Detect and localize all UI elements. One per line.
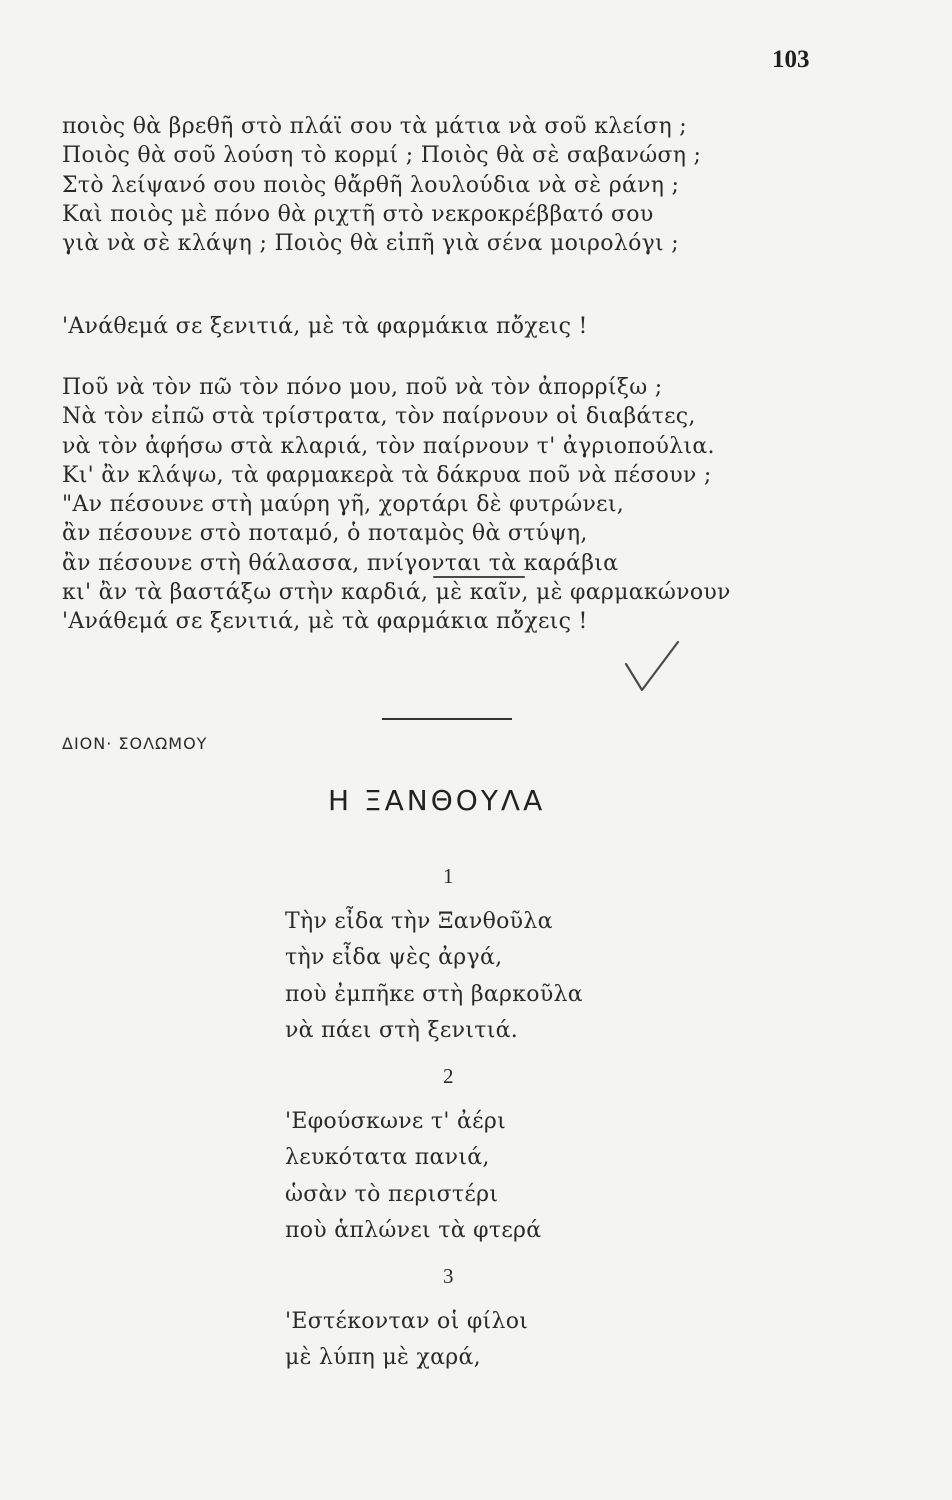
verse-line: Ποῦ νὰ τὸν πῶ τὸν πόνο μου, ποῦ νὰ τὸν ἀπορρίξω ; bbox=[62, 375, 663, 400]
verse-line: Νὰ τὸν εἰπῶ στὰ τρίστρατα, τὸν παίρνουν οἱ διαβάτες, bbox=[62, 404, 696, 430]
verse-line: ἂν πέσουνε στὴ θάλασσα, πνίγονται τὰ καράβια bbox=[62, 550, 619, 576]
stanza-3 bbox=[285, 1304, 528, 1377]
pen-underline-mark bbox=[433, 576, 525, 578]
stanza-line: μὲ λύπη μὲ χαρά, bbox=[285, 1345, 481, 1371]
page-number: 103 bbox=[772, 46, 810, 73]
section-divider bbox=[382, 718, 512, 720]
stanza-line: νὰ πάει στὴ ξενιτιά. bbox=[285, 1018, 519, 1044]
stanza-2 bbox=[285, 1104, 541, 1250]
stanza-number: 3 bbox=[443, 1264, 454, 1288]
verse-line: Ποιὸς θὰ σοῦ λούση τὸ κορμί ; Ποιὸς θὰ σὲ σαβανώση ; bbox=[62, 143, 702, 169]
verse-line: ἂν πέσουνε στὸ ποταμό, ὁ ποταμὸς θὰ στύψη, bbox=[62, 521, 588, 547]
verse-line: Κι' ἂν κλάψω, τὰ φαρμακερὰ τὰ δάκρυα ποῦ νὰ πέσουν ; bbox=[62, 462, 712, 488]
verse-line: Καὶ ποιὸς μὲ πόνο θὰ ριχτῆ στὸ νεκροκρέββατό σου bbox=[62, 201, 654, 227]
verse-block-2 bbox=[62, 373, 731, 637]
stanza-line: λευκότατα πανιά, bbox=[285, 1145, 490, 1171]
verse-line: ποιὸς θὰ βρεθῆ στὸ πλάϊ σου τὰ μάτια νὰ σοῦ κλείση ; bbox=[62, 114, 687, 139]
stanza-number: 1 bbox=[443, 864, 454, 888]
verse-line: νὰ τὸν ἀφήσω στὰ κλαριά, τὸν παίρνουν τ' ἀγριοπούλια. bbox=[62, 433, 715, 459]
verse-line: Στὸ λείψανό σου ποιὸς θἄρθῆ λουλούδια νὰ σὲ ράνη ; bbox=[62, 172, 680, 198]
stanza-line: Τὴν εἶδα τὴν Ξανθοῦλα bbox=[285, 909, 553, 934]
stanza-line: ὡσὰν τὸ περιστέρι bbox=[285, 1181, 499, 1207]
stanza-line: τὴν εἶδα ψὲς ἀργά, bbox=[285, 945, 503, 971]
refrain: 'Ανάθεμά σε ξενιτιά, μὲ τὰ φαρμάκια πὄχεις ! bbox=[62, 314, 588, 339]
verse-line: 'Ανάθεμά σε ξενιτιά, μὲ τὰ φαρμάκια πὄχεις ! bbox=[62, 609, 588, 635]
stanza-1 bbox=[285, 904, 583, 1050]
poem-title: Η ΞΑΝΘΟΥΛΑ bbox=[328, 784, 546, 817]
stanza-line: ποὺ ἁπλώνει τὰ φτερά bbox=[285, 1218, 542, 1244]
verse-block-1 bbox=[62, 112, 701, 258]
stanza-line: 'Εστέκονταν οἱ φίλοι bbox=[285, 1309, 529, 1334]
pen-check-icon bbox=[622, 638, 686, 698]
author-name: ΔΙΟΝ· ΣΟΛΩΜΟΥ bbox=[62, 734, 208, 753]
verse-line: "Αν πέσουνε στὴ μαύρη γῆ, χορτάρι δὲ φυτρώνει, bbox=[62, 492, 625, 518]
verse-line: γιὰ νὰ σὲ κλάψη ; Ποιὸς θὰ εἰπῆ γιὰ σένα μοιρολόγι ; bbox=[62, 231, 679, 257]
stanza-number: 2 bbox=[443, 1064, 454, 1088]
stanza-line: 'Εφούσκωνε τ' ἀέρι bbox=[285, 1109, 507, 1134]
verse-line: κι' ἂν τὰ βαστάξω στὴν καρδιά, μὲ καῖν, μὲ φαρμακώνουν bbox=[62, 580, 731, 606]
stanza-line: ποὺ ἐμπῆκε στὴ βαρκοῦλα bbox=[285, 981, 583, 1007]
